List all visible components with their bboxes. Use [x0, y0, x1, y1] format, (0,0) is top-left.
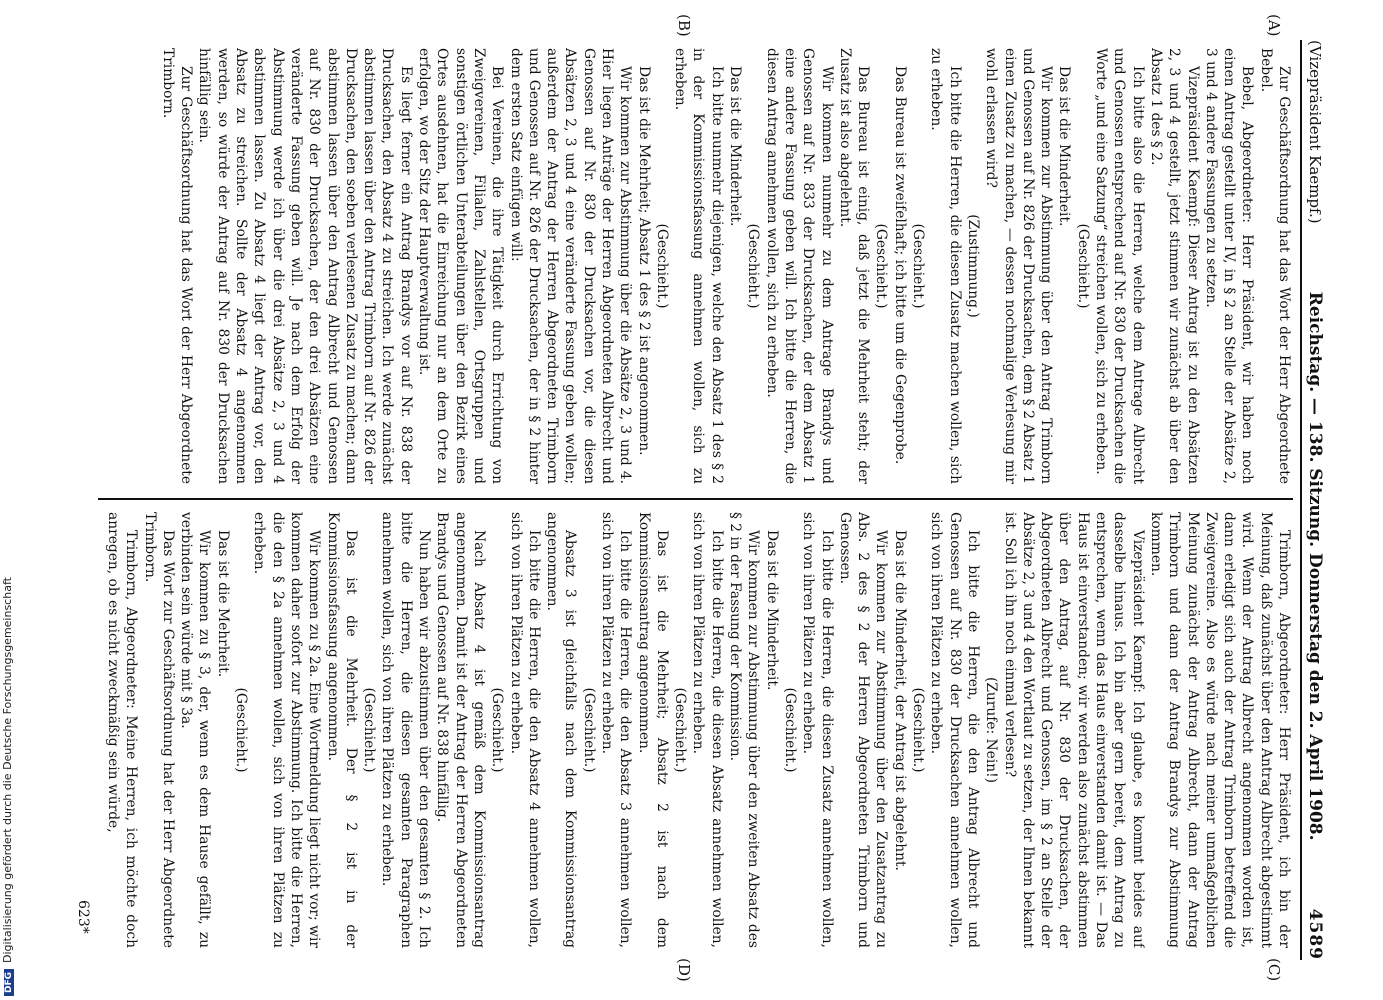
paragraph: Nach Absatz 4 ist gemäß dem Kommissionsantrag angenommen. Damit ist der Antrag der Herren Abgeordneten Brandys und Genossen auf Nr. 838 hinfällig. [434, 512, 487, 948]
paragraph: (Geschieht.) [873, 223, 890, 309]
paragraph: (Zurufe: Nein!) [983, 676, 1000, 784]
margin-letter-d: (D) [675, 958, 693, 982]
paragraph: Das Bureau ist zweifelhaft; ich bitte um die Gegenprobe. [891, 66, 908, 465]
header-speaker-note: (Vizepräsident Kaempf.) [1306, 40, 1324, 224]
paragraph: (Geschieht.) [580, 687, 597, 773]
paragraph: Wir kommen zu § 3, der, wenn es dem Hause gefällt, zu verbinden sein würde mit § 3a. [178, 512, 213, 948]
footer-strip [0, 0, 18, 1000]
paragraph: (Geschieht.) [1074, 223, 1091, 309]
paragraph: Vizepräsident Kaempf: Dieser Antrag ist zu den Absätzen 2, 3 und 4 gestellt, jetzt stimmen wir zunächst ab über den Absatz 1 des § 2. [1147, 48, 1201, 484]
paragraph: (Geschieht.) [910, 687, 927, 773]
paragraph: Zur Geschäftsordnung hat das Wort der Herr Abgeordnete Bebel. [1257, 48, 1292, 484]
column-divider [98, 498, 1293, 500]
paragraph: (Geschieht.) [781, 687, 798, 773]
paragraph: Nun haben wir abzustimmen über den gesamten § 2. Ich bitte die Herren, die diesen gesamten Paragraphen annehmen wollen, sich von ihren Plätzen zu erheben. [379, 512, 433, 948]
paragraph: Wir kommen nunmehr zu dem Antrage Brandys und Genossen auf Nr. 833 der Drucksachen, der dem Absatz 1 eine andere Fassung geben will. Ich bitte die Herren, die diesen Antrag annehmen wollen, sich zu erheben. [763, 48, 835, 484]
paragraph: Wir kommen zur Abstimmung über den Antrag Trimborn und Genossen auf Nr. 826 der Drucksachen, dem § 2 Absatz 1 einen Zusatz zu machen, — dessen nochmalige Verlesung mir wohl erlassen wird? [983, 48, 1055, 484]
paragraph: Das ist die Mehrheit. Der § 2 ist in der Kommissionsfassung angenommen. [324, 512, 359, 948]
left-column [98, 48, 1293, 484]
page-number: 4589 [1305, 908, 1325, 960]
paragraph: Bei Vereinen, die ihre Tätigkeit durch Errichtung von Zweigvereinen, Filialen, Zahlstellen, Ortsgruppen und sonstigen örtlichen Unterabteilungen über den Bezirk eines Ortes ausdehnen, hat die Einreichung nur an dem Orte zu erfolgen, wo der Sitz der Hauptverwaltung ist. [416, 48, 506, 484]
paragraph: Das ist die Mehrheit; Absatz 2 ist nach dem Kommissionsantrag angenommen. [635, 512, 670, 948]
paragraph: Ich bitte die Herren, die diesen Zusatz machen wollen, sich zu erheben. [928, 48, 963, 484]
paragraph: Es liegt ferner ein Antrag Brandys vor auf Nr. 838 der Drucksachen, den Absatz 4 zu streichen. Ich werde zunächst abstimmen lassen über den Antrag Trimborn auf Nr. 826 der Drucksachen, den soeben verlesenen Zusatz zu machen; dann abstimmen lassen über den Antrag Albrecht und Genossen auf Nr. 830 der Drucksachen, der den drei Absätzen eine veränderte Fassung geben will. Je nach dem Erfolg der Abstimmung werde ich über die drei Absätze 2, 3 und 4 abstimmen lassen. Zu Absatz 4 liegt der Antrag vor, den Absatz zu streichen. Sollte der Absatz 4 angenommen werden, so würde der Antrag auf Nr. 830 der Drucksachen hinfällig sein. [196, 48, 414, 484]
margin-letter-b: (B) [675, 14, 693, 37]
paragraph: Wir kommen zur Abstimmung über den zweiten Absatz des § 2 in der Fassung der Kommission. [727, 512, 762, 948]
paragraph: Das ist die Minderheit, der Antrag ist abgelehnt. [891, 530, 908, 871]
paragraph: (Geschieht.) [653, 223, 670, 309]
paragraph: Zur Geschäftsordnung hat das Wort der Herr Abgeordnete Trimborn. [159, 48, 195, 484]
paragraph: (Geschieht.) [489, 687, 506, 773]
paragraph: Ich bitte die Herren, die diesen Zusatz annehmen wollen, sich von ihren Plätzen zu erheben. [800, 512, 835, 948]
paragraph: (Geschieht.) [361, 687, 378, 773]
paragraph: Absatz 3 ist gleichfalls nach dem Kommissionsantrag angenommen. [544, 512, 579, 948]
paragraph: Wir kommen zur Abstimmung über den Zusatzantrag zu Abs. 2 des § 2 der Herren Abgeordneten Trimborn und Genossen. [836, 512, 890, 948]
paragraph: Ich bitte die Herren, die den Absatz 3 annehmen wollen, sich von ihren Plätzen zu erheben. [599, 512, 634, 948]
paragraph: Ich bitte die Herren, die den Antrag Albrecht und Genossen auf Nr. 830 der Drucksachen annehmen wollen, sich von ihren Plätzen zu erheben. [928, 512, 981, 948]
margin-letter-a: (A) [1265, 14, 1283, 37]
paragraph: Das ist die Mehrheit. [214, 530, 231, 678]
page-header [1300, 40, 1328, 960]
footer-credit [1, 577, 14, 996]
paragraph: (Geschieht.) [672, 687, 689, 773]
paragraph: Bebel, Abgeordneter: Herr Präsident, wir haben noch einen Antrag gestellt unter IV, in § 2 an Stelle der Absätze 2, 3 und 4 andere Fassungen zu setzen. [1202, 48, 1256, 484]
paragraph: Das ist die Minderheit. [1056, 66, 1073, 227]
paragraph: (Geschieht.) [745, 223, 762, 309]
dfg-logo: DFG [4, 969, 14, 996]
footer-text: Digitalisierung gefördert durch die Deutsche Forschungsgemeinschaft [1, 577, 14, 963]
paragraph: (Geschieht.) [233, 687, 250, 773]
paragraph: Das ist die Minderheit. [727, 66, 744, 227]
page-signature: 623* [75, 900, 91, 934]
paragraph: Das ist die Mehrheit; Absatz 1 des § 2 ist angenommen. [635, 66, 652, 456]
paragraph: Ich bitte nunmehr diejenigen, welche den Absatz 1 des § 2 in der Kommissionsfassung annehmen wollen, sich zu erheben. [672, 48, 725, 484]
paragraph: Wir kommen zur Abstimmung über die Absätze 2, 3 und 4. Hier liegen Anträge der Herren Abgeordneten Albrecht und Genossen auf Nr. 830 der Drucksachen vor, die diesen Absätzen 2, 3 und 4 eine veränderte Fassung geben wollen; außerdem der Antrag der Herren Abgeordneten Trimborn und Genossen auf Nr. 826 der Drucksachen, der in § 2 hinter dem ersten Satz einfügen will: [507, 48, 634, 484]
paragraph: Das ist die Minderheit. [763, 530, 780, 691]
paragraph: Trimborn, Abgeordneter: Meine Herren, ich möchte doch anregen, ob es nicht zweckmäßig sein würde, [105, 512, 140, 948]
paragraph: Ich bitte also die Herren, welche dem Antrage Albrecht und Genossen entsprechend auf Nr. 830 der Drucksachen die Worte „und eine Satzung“ streichen wollen, sich zu erheben. [1093, 48, 1146, 484]
paragraph: Wir kommen zu § 2a. Eine Wortmeldung liegt nicht vor; wir kommen daher sofort zur Abstimmung. Ich bitte die Herren, die den § 2a annehmen wollen, sich von ihren Plätzen zu erheben. [251, 512, 323, 948]
paragraph: (Zustimmung.) [964, 214, 981, 318]
paragraph: Das Wort zur Geschäftsordnung hat der Herr Abgeordnete Trimborn. [141, 512, 176, 948]
paragraph: Ich bitte die Herren, die diesen Absatz annehmen wollen, sich von ihren Plätzen zu erheben. [690, 512, 725, 948]
header-title: Reichstag. — 138. Sitzung. Donnerstag den 2. April 1908. [1305, 291, 1325, 841]
paragraph: (Geschieht.) [910, 223, 927, 309]
paragraph: Ich bitte die Herren, die den Absatz 4 annehmen wollen, sich von ihren Plätzen zu erheben. [507, 512, 542, 948]
right-column [98, 512, 1293, 948]
paragraph: Das Bureau ist einig, daß jetzt die Mehrheit steht; der Zusatz ist also abgelehnt. [836, 48, 872, 484]
margin-letter-c: (C) [1265, 958, 1283, 982]
paragraph: Vizepräsident Kaempf: Ich glaube, es kommt beides auf dasselbe hinaus. Ich bin aber gern bereit, dem Antrag zu entsprechen, wenn das Haus einverstanden damit ist. — Das Haus ist einverstanden; wir werden also zunächst abstimmen über den Antrag, auf Nr. 830 der Drucksachen, der Abgeordneten Albrecht und Genossen, im § 2 an Stelle der Absätze 2, 3 und 4 den Wortlaut zu setzen, der Ihnen bekannt ist. Soll ich ihn noch einmal verlesen? [1001, 512, 1146, 948]
paragraph: Trimborn, Abgeordneter: Herr Präsident, ich bin der Meinung, daß zunächst über den Antrag Albrecht abgestimmt wird. Wenn der Antrag Albrecht angenommen worden ist, dann erledigt sich auch der Antrag Trimborn betreffend die Zweigvereine. Also es würde nach meiner unmaßgeblichen Meinung zunächst der Antrag Albrecht, dann der Antrag Trimborn und dann der Antrag Brandys zur Abstimmung kommen. [1147, 512, 1292, 948]
